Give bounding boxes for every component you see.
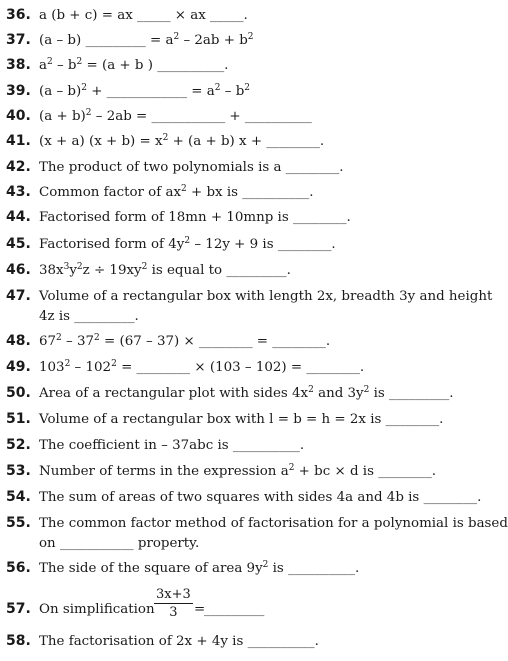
question-text: $38x^3y^2z \div 19xy^2$ is equal to _________. [39, 262, 291, 278]
question-number: 50. [6, 385, 31, 401]
question-number: 47. [6, 288, 31, 304]
question-number: 53. [6, 463, 31, 479]
answer-blank[interactable]: _________ [226, 263, 287, 278]
question-number: 56. [6, 560, 31, 576]
answer-blank[interactable]: _________ [74, 309, 135, 324]
answer-blank[interactable]: __________ [232, 438, 300, 453]
question-text: Factorised form of 18mn + 10mnp is ________. [39, 210, 351, 225]
answer-blank[interactable]: ________ [292, 210, 347, 225]
question-number: 39. [6, 83, 31, 99]
question-text: The factorisation of 2x + 4y is __________. [39, 634, 319, 649]
answer-blank[interactable]: ________ [136, 360, 191, 375]
question-number: 52. [6, 437, 31, 453]
answer-blank[interactable]: _____ [137, 8, 171, 23]
question-text: (x + a) $(x + b) = x^2 + (a + b) x$ + ________. [39, 133, 325, 149]
answer-blank[interactable]: ___________ [59, 536, 134, 551]
question-text: The coefficient in – 37abc is __________. [39, 438, 305, 453]
question-text: Area of a rectangular plot with sides $4x^2$ and $3y^2$ is _________. [39, 385, 454, 401]
answer-blank[interactable]: ___________ [151, 109, 226, 124]
answer-blank[interactable]: _________ [85, 33, 146, 48]
question-text: $103^2 - 102^2$ = ________ × (103 – 102) = ________. [39, 359, 365, 375]
question-text: Volume of a rectangular box with l = b = h = 2x is ________. [39, 412, 444, 427]
question-text: Volume of a rectangular box with length 2x, breadth 3y and height [39, 289, 493, 304]
answer-blank[interactable]: ________ [423, 490, 478, 505]
equals-sign: = [194, 602, 206, 617]
question-text: (a – b)$^2$ + ____________ = $a^2 - b^2$ [39, 83, 250, 99]
question-number: 44. [6, 209, 31, 225]
question-text: The side of the square of area $9y^2$ is __________. [39, 560, 360, 576]
answer-blank[interactable]: ________ [385, 412, 440, 427]
answer-blank[interactable]: __________ [157, 58, 225, 73]
answer-blank[interactable]: ________ [285, 160, 340, 175]
answer-blank[interactable]: __________ [242, 185, 310, 200]
answer-blank[interactable]: ________ [198, 334, 253, 349]
answer-blank[interactable]: __________ [247, 634, 315, 649]
question-text: The product of two polynomials is a ________. [39, 160, 344, 175]
answer-blank[interactable]: ________ [272, 334, 326, 349]
question-number: 55. [6, 515, 31, 531]
question-number: 58. [6, 633, 31, 649]
answer-blank[interactable]: ________ [306, 360, 360, 375]
question-number: 48. [6, 333, 31, 349]
question-text: On simplification [39, 602, 155, 617]
answer-blank[interactable]: _________ [204, 602, 265, 617]
question-text: The sum of areas of two squares with sides 4a and 4b is ________. [39, 490, 482, 505]
question-number: 38. [6, 57, 31, 73]
fraction-denominator: 3 [169, 605, 178, 620]
question-text: Number of terms in the expression $a^2$ + bc × d is ________. [39, 463, 437, 479]
question-text: $(a + b)^2 - 2ab$ = ___________ + __________ [39, 108, 312, 124]
question-number: 45. [6, 236, 31, 252]
answer-blank[interactable]: _____ [210, 8, 244, 23]
answer-blank[interactable]: ________ [277, 237, 332, 252]
question-number: 49. [6, 359, 31, 375]
question-number: 36. [6, 7, 31, 23]
question-text: $67^2 - 37^2 = (67 - 37)$ × ________ = ________. [39, 333, 331, 349]
question-number: 51. [6, 411, 31, 427]
question-number: 42. [6, 159, 31, 175]
question-number: 54. [6, 489, 31, 505]
question-text: a (b + c) = ax _____ × ax _____. [39, 8, 248, 23]
question-number: 57. [6, 601, 31, 617]
fraction [154, 586, 193, 621]
fraction-numerator: 3x+3 [156, 587, 191, 602]
question-text: (a – b) _________ = $a^2 - 2ab + b^2$ [39, 32, 254, 48]
question-text: Common factor of $ax^2$ + bx is __________. [39, 184, 314, 200]
question-number: 40. [6, 108, 31, 124]
question-text-continued: on ___________ property. [39, 536, 200, 551]
question-text-continued: 4z is _________. [39, 309, 139, 324]
answer-blank[interactable]: _________ [389, 386, 450, 401]
question-number: 37. [6, 32, 31, 48]
question-number: 41. [6, 133, 31, 149]
question-text: $a^2 - b^2 = (a + b$ ) __________. [39, 57, 229, 73]
answer-blank[interactable]: ____________ [106, 84, 188, 99]
answer-blank[interactable]: __________ [244, 109, 312, 124]
question-number: 46. [6, 262, 31, 278]
answer-blank[interactable]: __________ [288, 561, 356, 576]
question-text: Factorised form of $4y^2 - 12y + 9$ is ________. [39, 236, 336, 252]
answer-blank[interactable]: ________ [266, 134, 320, 149]
question-text: The common factor method of factorisation for a polynomial is based [39, 516, 508, 531]
question-number: 43. [6, 184, 31, 200]
answer-blank[interactable]: ________ [378, 464, 432, 479]
